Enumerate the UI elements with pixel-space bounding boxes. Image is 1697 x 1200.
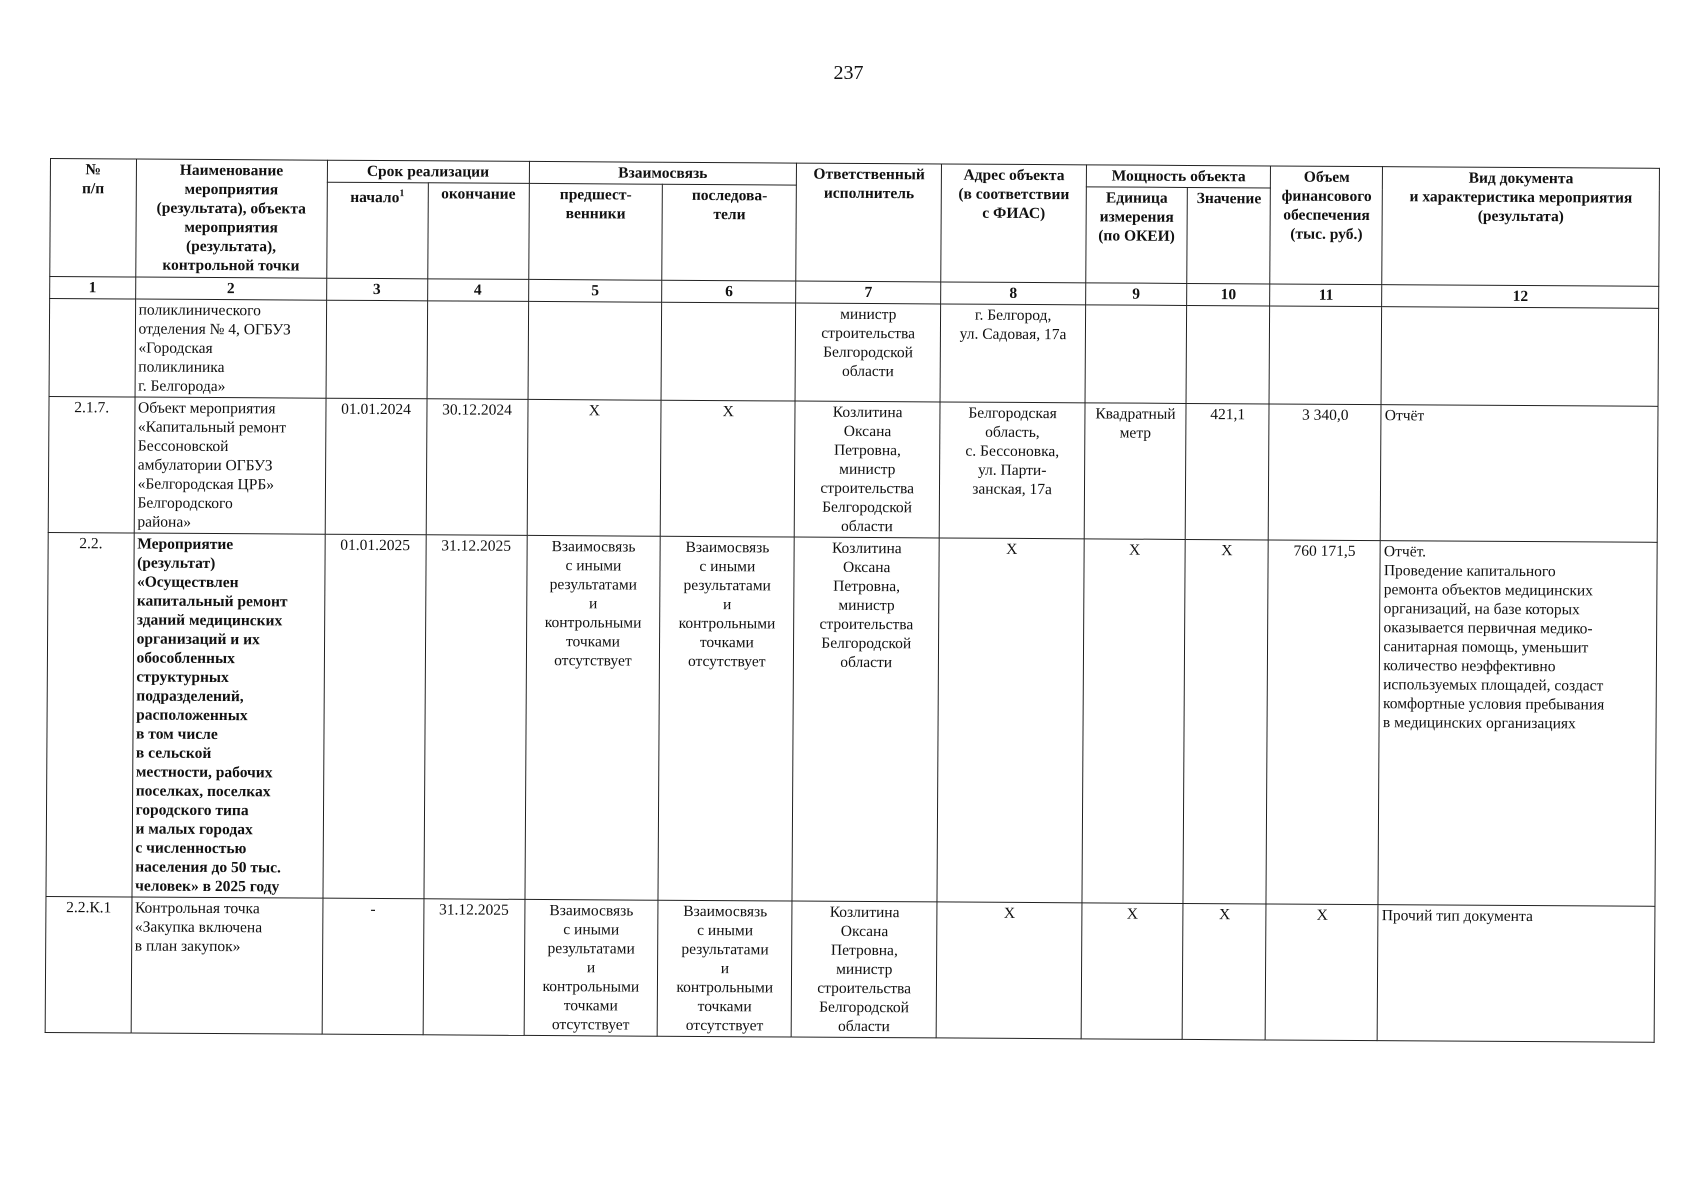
cell-finance: 3 340,0 (1269, 404, 1382, 541)
cell-unit: Квадратный метр (1084, 403, 1186, 540)
cell-addr: X (937, 538, 1084, 903)
header-value: Значение (1187, 187, 1271, 284)
cell-doc: Прочий тип документа (1377, 905, 1654, 1043)
header-relation: Взаимосвязь (529, 161, 797, 185)
cell-doc (1381, 307, 1658, 407)
col-number: 1 (50, 277, 136, 300)
cell-pred (528, 301, 662, 400)
cell-unit: X (1082, 539, 1185, 904)
cell-value (1186, 305, 1270, 404)
cell-doc: Отчёт. Проведение капитального ремонта объектов медицинских организаций, на базе которых оказывается первичная медико- санитарная помощь, уменьшит количество неэффективно используемых площадей, создаст комфортные условия пребывания в медицинских организациях (1378, 541, 1657, 907)
col-number: 3 (326, 278, 427, 301)
cell-addr: г. Белгород, ул. Садовая, 17а (940, 304, 1085, 403)
cell-value: 421,1 (1185, 403, 1269, 540)
cell-name: Контрольная точка «Закупка включена в план закупок» (131, 897, 323, 1034)
header-finance: Объем финансового обеспечения (тыс. руб.) (1270, 166, 1383, 285)
cell-succ: Взаимосвязь с иными результатами и контрольными точками отсутствует (658, 900, 793, 1037)
cell-addr: Белгородская область, с. Бессоновка, ул. Парти- занская, 17а (939, 402, 1085, 539)
cell-resp: Козлитина Оксана Петровна, министр строительства Белгородской области (794, 401, 940, 538)
col-number: 12 (1382, 285, 1659, 309)
cell-resp: Козлитина Оксана Петровна, министр строительства Белгородской области (792, 537, 939, 902)
table-row (49, 299, 1659, 407)
header-num: № п/п (50, 159, 136, 278)
cell-name: Объект мероприятия «Капитальный ремонт Бессоновской амбулатории ОГБУЗ «Белгородская ЦРБ» Белгородского района» (134, 397, 326, 534)
activities-table (45, 158, 1660, 1043)
col-number: 5 (528, 279, 662, 302)
cell-unit: X (1081, 903, 1183, 1040)
cell-pred: X (527, 399, 662, 536)
header-predecessors: предшест- венники (528, 183, 662, 280)
cell-end: 31.12.2025 (424, 535, 527, 900)
cell-unit (1085, 305, 1187, 404)
cell-num: 2.1.7. (48, 396, 134, 533)
cell-start: - (322, 898, 424, 1035)
header-name: Наименование мероприятия (результата), объекта мероприятия (результата), контрольной точки (135, 159, 327, 278)
cell-pred: Взаимосвязь с иными результатами и контрольными точками отсутствует (524, 899, 659, 1036)
header-end: окончание (427, 183, 529, 280)
col-number: 2 (135, 277, 326, 300)
cell-pred: Взаимосвязь с иными результатами и контрольными точками отсутствует (524, 535, 660, 900)
cell-resp: министр строительства Белгородской области (795, 303, 940, 402)
cell-start (326, 300, 428, 399)
col-number: 10 (1187, 283, 1271, 306)
header-unit: Единица измерения (по ОКЕИ) (1086, 187, 1188, 284)
cell-start: 01.01.2024 (325, 398, 427, 535)
cell-succ: Взаимосвязь с иными результатами и контрольными точками отсутствует (658, 536, 794, 901)
header-period: Срок реализации (327, 160, 529, 183)
col-number: 9 (1086, 283, 1187, 306)
header-successors: последова- тели (662, 184, 796, 281)
col-number: 11 (1270, 284, 1382, 307)
cell-end: 30.12.2024 (426, 399, 528, 536)
cell-succ: X (661, 400, 796, 537)
cell-end (427, 301, 529, 400)
col-number: 6 (662, 280, 796, 303)
cell-num: 2.2.К.1 (45, 896, 131, 1033)
cell-addr: X (936, 902, 1082, 1039)
cell-finance: X (1266, 904, 1379, 1041)
header-responsible: Ответственный исполнитель (796, 163, 942, 282)
cell-start: 01.01.2025 (323, 534, 426, 899)
cell-name: поликлинического отделения № 4, ОГБУЗ «Городская поликлиника г. Белгорода» (135, 299, 327, 398)
cell-value: X (1182, 903, 1266, 1040)
header-row-1 (50, 159, 1659, 191)
header-start: начало$^1$ (326, 182, 428, 279)
table-row (45, 896, 1655, 1042)
cell-end: 31.12.2025 (423, 899, 525, 1036)
header-doctype: Вид документа и характеристика мероприятия (результата) (1382, 167, 1659, 287)
cell-resp: Козлитина Оксана Петровна, министр строительства Белгородской области (791, 901, 937, 1038)
cell-num: 2.2. (46, 532, 134, 897)
col-number: 4 (427, 279, 528, 302)
cell-num (49, 299, 135, 398)
header-capacity: Мощность объекта (1086, 165, 1271, 188)
table-row (48, 396, 1658, 542)
table-row (46, 532, 1657, 906)
cell-finance (1269, 306, 1382, 405)
col-number: 8 (941, 282, 1086, 305)
cell-succ (661, 302, 795, 401)
cell-value: X (1183, 539, 1269, 904)
col-number: 7 (796, 281, 941, 304)
cell-finance: 760 171,5 (1266, 540, 1380, 905)
header-address: Адрес объекта (в соответствии с ФИАС) (941, 164, 1087, 283)
cell-name: Мероприятие (результат) «Осуществлен капитальный ремонт зданий медицинских организаций и их обособленных структурных подразделений, расположенных в том числе в сельской местности, рабочих поселках, поселках городского типа и малых городах с численностью населения до 50 тыс. человек» в 2025 году (132, 533, 325, 898)
page-number: 237 (833, 62, 864, 84)
cell-doc: Отчёт (1381, 405, 1658, 543)
